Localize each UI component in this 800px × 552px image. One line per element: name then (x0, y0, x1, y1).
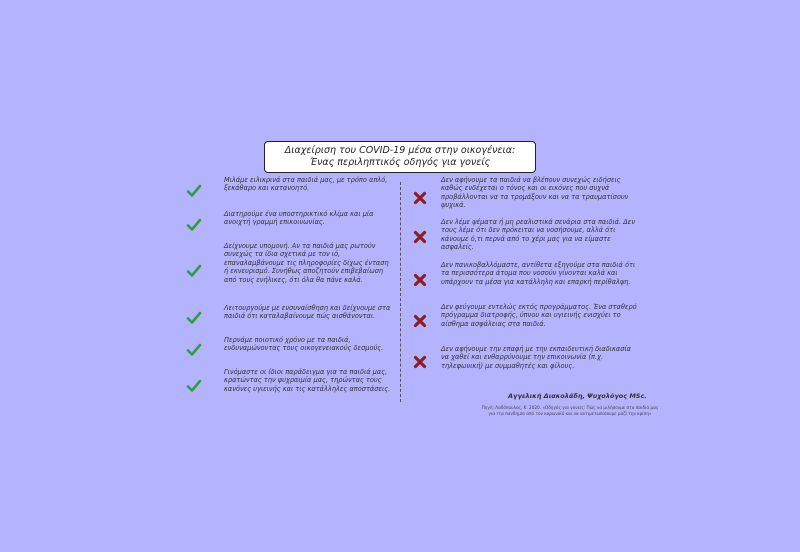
check-icon (186, 263, 202, 279)
do-item: Γινόμαστε οι ίδιοι παράδειγμα για τα παιδιά μας, κρατώντας την ψυχραιμία μας, τηρώντας τους κανόνες υγιεινής και τις κατάλληλες αποστάσεις. (224, 368, 391, 393)
check-icon (186, 310, 202, 326)
cross-icon (412, 229, 428, 245)
cross-icon (412, 272, 428, 288)
check-icon (186, 342, 202, 358)
author-signature: Αγγελική Διακολάδη, Ψυχολόγος MSc. (508, 392, 647, 400)
title-line-1: Διαχείριση του COVID-19 μέσα στην οικογένεια: (284, 145, 516, 156)
check-icon (186, 378, 202, 394)
source-reference: Πηγή: Λαδόπουλος, Κ. 2020. «Οδηγός για γονείς: Πώς να μιλήσουμε στα παιδιά μας για την πανδημία από τον κορωνοϊό και να αντιμετωπίσουμε μαζί την κρίση» (481, 405, 659, 416)
do-item: Λειτουργούμε με ενσυναίσθηση και δείχνουμε στα παιδιά ότι καταλαβαίνουμε πώς αισθάνονται. (224, 304, 391, 321)
check-icon (186, 183, 202, 199)
cross-icon (412, 354, 428, 370)
do-item: Δείχνουμε υπομονή. Αν τα παιδιά μας ρωτούν συνεχώς τα ίδια σχετικά με τον ιό, επαναλαμβάνουμε τις πληροφορίες δίχως ένταση ή εκνευρισμό. Συνήθως αποζητούν επιβεβαίωση από τους ενήλικες, ότι όλα θα πάνε καλά. (224, 242, 389, 284)
check-icon (186, 217, 202, 233)
cross-icon (412, 190, 428, 206)
dont-item: Δεν αφήνουμε την επαφή με την εκπαιδευτική διαδικασία να χαθεί και ενθαρρύνουμε την επικοινωνία (π.χ. τηλεφωνική) με συμμαθητές και φίλους. (441, 345, 631, 370)
title-line-2: Ένας περιληπτικός οδηγός για γονείς (309, 157, 491, 168)
do-item: Διατηρούμε ένα υποστηρικτικό κλίμα και μία ανοιχτή γραμμή επικοινωνίας. (224, 210, 374, 227)
title-box (264, 141, 536, 173)
do-item: Περνάμε ποιοτικό χρόνο με τα παιδιά, ενδυναμώνοντας τους οικογενειακούς δεσμούς. (224, 336, 384, 353)
dont-item: Δεν λέμε ψέματα ή μη ρεαλιστικά σενάρια στα παιδιά. Δεν τους λέμε ότι δεν πρόκειται να νοσήσουμε, αλλά ότι κάνουμε ό,τι περνά από το χέρι μας για να είμαστε ασφαλείς. (441, 218, 636, 252)
dont-item: Δεν πανικοβαλλόμαστε, αντίθετα εξηγούμε στα παιδιά ότι τα περισσότερα άτομα που νοσούν γίνονται καλά και υπάρχουν τα μέσα για κατάλληλη και επαρκή περίθαλψη. (441, 261, 636, 286)
center-divider (400, 182, 401, 402)
dont-item: Δεν φεύγουμε εντελώς εκτός προγράμματος. Ένα σταθερό πρόγραμμα διατροφής, ύπνου και υγιεινής ενισχύει το αίσθημα ασφάλειας στα παιδιά. (441, 303, 637, 328)
dont-item: Δεν αφήνουμε τα παιδιά να βλέπουν συνεχώς ειδήσεις καθώς ενδέχεται ο τόνος και οι εικόνες που συχνά προβάλλονται να τα τρομάξουν και να τα τραυματίσουν ψυχικά. (441, 176, 629, 210)
cross-icon (412, 313, 428, 329)
do-item: Μιλάμε ειλικρινά στα παιδιά μας, με τρόπο απλό, ξεκάθαρο και κατανοητό. (224, 176, 388, 193)
